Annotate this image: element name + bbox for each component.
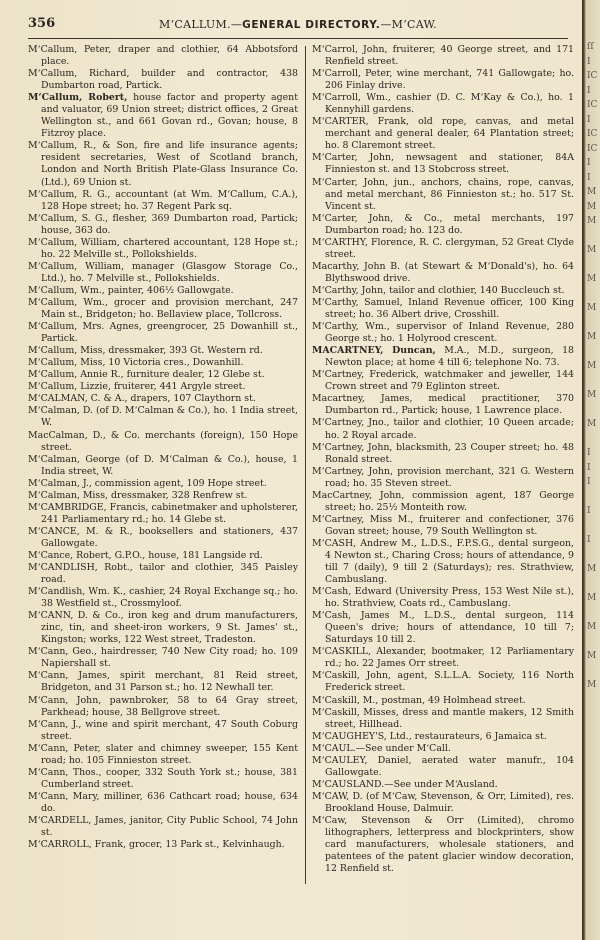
entry-text: MacCalman, D., & Co. merchants (foreign), 150 Hope street. [28,429,298,453]
directory-entry [28,490,298,502]
directory-entry [312,345,574,369]
directory-entry [28,261,298,285]
entry-text: M‘Cann, James, spirit merchant, 81 Reid street, Bridgeton, and 31 Parson st.; ho. 12 Newhall ter. [28,670,298,694]
directory-entry [312,586,574,610]
entry-text: M‘Callum, Miss, 10 Victoria cres., Dowanhill. [28,357,244,369]
directory-entry [312,490,574,514]
directory-entry [312,779,574,791]
entry-text: M‘Callum, Annie R., furniture dealer, 12 Glebe st. [28,369,265,381]
entry-text: M‘Calman, Miss, dressmaker, 328 Renfrew st. [28,489,248,501]
directory-entry [28,550,298,562]
directory-entry [28,44,298,68]
running-head-title: GENERAL DIRECTORY. [242,19,381,31]
directory-entry [28,381,298,393]
entry-text: M‘Cann, Thos., cooper, 332 South York st.; house, 381 Cumberland street. [28,766,298,790]
column-divider [305,46,306,884]
directory-entry [28,719,298,743]
entry-text: Macartney, James, medical practitioner, 370 Dumbarton rd., Partick; house, 1 Lawrence place. [312,393,574,417]
entry-text: M‘Callum, Lizzie, fruiterer, 441 Argyle street. [28,381,246,393]
entry-text: M‘Carroll, Wm., cashier (D. C. M‘Kay & Co.), ho. 1 Kennyhill gardens. [312,92,574,116]
entry-text: M‘Carter, John, & Co., metal merchants, 197 Dumbarton road; ho. 123 do. [312,212,574,236]
left-column [28,44,298,851]
directory-entry [28,321,298,345]
entry-text: Macarthy, John B. (at Stewart & M‘Donald's), ho. 64 Blythswood drive. [312,260,574,284]
entry-text: M‘Cartney, John, provision merchant, 321 G. Western road; ho. 35 Steven street. [312,465,574,489]
entry-text: M‘CARDELL, James, janitor, City Public School, 74 John st. [28,815,298,839]
directory-entry [312,116,574,152]
directory-entry [312,321,574,345]
directory-entry [312,538,574,586]
entry-text: M‘CARROLL, Frank, grocer, 13 Park st., Kelvinhaugh. [28,839,285,851]
entry-text: M‘Cance, Robert, G.P.O., house, 181 Langside rd. [28,549,263,561]
directory-entry [28,68,298,92]
directory-entry [312,68,574,92]
entry-text: M‘CAUGHEY'S, Ltd., restaurateurs, 6 Jamaica st. [312,730,547,742]
directory-entry [312,743,574,755]
directory-entry [28,345,298,357]
directory-entry [28,285,298,297]
directory-entry [312,92,574,116]
directory-entry [28,791,298,815]
entry-text: M‘Carthy, Wm., supervisor of Inland Revenue, 280 George st.; ho. 1 Holyrood crescent. [312,321,574,345]
entry-text: M‘CANN, D. & Co., iron keg and drum manufacturers, zinc, tin, and sheet-iron workers, 9 St. James' st., Kingston; works, 122 West street, Tradeston. [28,610,298,646]
entry-text: M‘Callum, William, manager (Glasgow Storage Co., Ltd.), ho. 7 Melville st., Pollokshields. [28,260,298,284]
directory-entry [312,261,574,285]
directory-entry [28,405,298,429]
right-column [312,44,574,875]
entry-text: M‘Calman, D. (of D. M‘Calman & Co.), ho. 1 India street, W. [28,405,298,429]
entry-text: M‘Cartney, John, blacksmith, 23 Couper street; ho. 48 Ronald street. [312,441,574,465]
entry-text: M‘Callum, William, chartered accountant, 128 Hope st.; ho. 22 Melville st., Pollokshields. [28,236,298,260]
entry-text: M‘CARTER, Frank, old rope, canvas, and metal merchant and general dealer, 64 Plantation street; ho. 8 Claremont street. [312,116,574,152]
entry-text: M.A., M.D., surgeon, 18 Newton place; at home 4 till 6; telephone No. 73. [325,345,574,369]
directory-entry [28,767,298,791]
directory-entry [28,478,298,490]
directory-entry [312,514,574,538]
running-head-right: —M‘CAW. [380,18,437,31]
directory-entry [28,140,298,188]
directory-entry [28,92,298,140]
entry-text: M‘Carter, John, jun., anchors, chains, rope, canvas, and metal merchant, 86 Finnieston st.; ho. 517 St. Vincent st. [312,176,574,212]
entry-text: M‘Cann, Peter, slater and chimney sweeper, 155 Kent road; ho. 105 Finnieston street. [28,742,298,766]
entry-text: M‘Cann, Mary, milliner, 636 Cathcart road; house, 634 do. [28,790,298,814]
directory-entry [312,670,574,694]
entry-text: M‘Carroll, Peter, wine merchant, 741 Gallowgate; ho. 206 Finlay drive. [312,68,574,92]
directory-entry [28,562,298,586]
running-head-left: M‘CALLUM.— [159,18,243,31]
directory-entry [312,285,574,297]
page-header [28,14,568,39]
directory-entry [312,791,574,815]
entry-bold-name: M‘Callum, Robert, [28,92,128,104]
entry-text: M‘Cartney, Miss M., fruiterer and confectioner, 376 Govan street; house, 79 South Wellington st. [312,513,574,537]
entry-text: M‘Cartney, Jno., tailor and clothier, 10 Queen arcade; ho. 2 Royal arcade. [312,417,574,441]
directory-entry [312,442,574,466]
directory-entry [28,815,298,839]
directory-entry [28,526,298,550]
entry-text: M‘Cash, James M., L.D.S., dental surgeon, 114 Queen's drive; hours of attendance, 10 till 7; Saturdays 10 till 2. [312,610,574,646]
entry-text: M‘Candlish, Wm. K., cashier, 24 Royal Exchange sq.; ho. 38 Westfield st., Crossmyloof. [28,586,298,610]
entry-text: M‘Caskill, John, agent, S.L.L.A. Society, 116 North Frederick street. [312,670,574,694]
entry-text: M‘CAUSLAND.—See under M‘Ausland. [312,778,498,790]
directory-entry [28,743,298,767]
entry-text: M‘Cartney, Frederick, watchmaker and jeweller, 144 Crown street and 79 Eglinton street. [312,369,574,393]
directory-entry [28,586,298,610]
directory-entry [28,839,298,851]
directory-entry [28,213,298,237]
entry-text: M‘Callum, Mrs. Agnes, greengrocer, 25 Dowanhill st., Partick. [28,321,298,345]
directory-entry [28,237,298,261]
directory-entry [312,417,574,441]
directory-entry [312,646,574,670]
entry-text: M‘Callum, Peter, draper and clothier, 64 Abbotsford place. [28,44,298,68]
entry-text: M‘CARTHY, Florence, R. C. clergyman, 52 Great Clyde street. [312,236,574,260]
directory-entry [28,357,298,369]
entry-text: M‘CASKILL, Alexander, bootmaker, 12 Parliamentary rd.; ho. 22 James Orr street. [312,646,574,670]
directory-entry [312,369,574,393]
directory-entry [312,731,574,743]
entry-text: M‘CASH, Andrew M., L.D.S., F.P.S.G., dental surgeon, 4 Newton st., Charing Cross; hours of attendance, 9 till 7 (daily), 9 till 2 (Saturdays); res. Strathview, Cambuslang. [312,537,574,586]
directory-entry [312,755,574,779]
entry-bold-name: MACARTNEY, Duncan, [312,345,436,357]
entry-text: M‘Cann, John, pawnbroker, 58 to 64 Gray street, Parkhead; house, 38 Bellgrove street. [28,694,298,718]
entry-text: M‘CALMAN, C. & A., drapers, 107 Claythorn st. [28,393,256,405]
directory-entry [312,297,574,321]
entry-text: M‘CANCE, M. & R., booksellers and stationers, 437 Gallowgate. [28,525,298,549]
directory-entry [28,454,298,478]
entry-text: M‘Callum, S. G., flesher, 369 Dumbarton road, Partick; house, 363 do. [28,212,298,236]
entry-text: M‘CANDLISH, Robt., tailor and clothier, 345 Paisley road. [28,562,298,586]
running-head [28,18,568,31]
entry-text: M‘Cann, J., wine and spirit merchant, 47 South Coburg street. [28,718,298,742]
entry-text: M‘Carthy, Samuel, Inland Revenue officer, 100 King street; ho. 36 Albert drive, Crosshill. [312,296,574,321]
entry-text: M‘Callum, Miss, dressmaker, 393 Gt. Western rd. [28,345,263,357]
directory-entry [28,297,298,321]
entry-text: M‘CAW, D. (of M‘Caw, Stevenson, & Orr, Limited), res. Brookland House, Dalmuir. [312,790,574,814]
entry-text: M‘CAUL.—See under M‘Call. [312,742,451,754]
entry-text: M‘Carter, John, newsagent and stationer, 84A Finnieston st. and 13 Stobcross street. [312,152,574,176]
entry-text: M‘Callum, Richard, builder and contractor, 438 Dumbarton road, Partick. [28,68,298,92]
directory-entry [312,707,574,731]
entry-text: M‘Callum, R. G., accountant (at Wm. M‘Callum, C.A.), 128 Hope street; ho. 37 Regent Park sq. [28,188,298,212]
entry-text: M‘Carthy, John, tailor and clothier, 140 Buccleuch st. [312,284,565,296]
entry-text: M‘Cann, Geo., hairdresser, 740 New City road; ho. 109 Napiershall st. [28,646,298,670]
entry-text: M‘Caskill, Misses, dress and mantle makers, 12 Smith street, Hillhead. [312,706,574,730]
entry-text: M‘Cash, Edward (University Press, 153 West Nile st.), ho. Strathview, Coats rd., Cambuslang. [312,586,574,610]
adjacent-page-edge: ſſ I IC I IC I IC IC I I M M M M M M M M M M I I I I I M M M M M [587,42,598,690]
entry-text: M‘Callum, Wm., painter, 406½ Gallowgate. [28,284,234,296]
directory-entry [312,213,574,237]
entry-text: M‘Callum, Wm., grocer and provision merchant, 247 Main st., Bridgeton; ho. Bellaview place, Tollcross. [28,296,298,321]
directory-entry [312,237,574,261]
directory-entry [312,466,574,490]
directory-entry [312,393,574,417]
entry-text: MacCartney, John, commission agent, 187 George street; ho. 25½ Monteith row. [312,489,574,513]
entry-text: house factor and property agent and valuator, 69 Union street; district offices, 2 Great Wellington st., and 661 Govan rd., Govan; house, 8 Fitzroy place. [41,92,298,140]
directory-entry [28,430,298,454]
directory-entry [312,152,574,176]
directory-entry [28,189,298,213]
directory-entry [312,695,574,707]
entry-text: M‘Callum, R., & Son, fire and life insurance agents; resident secretaries, West of Scotland branch, London and North British Plate-Glass Insurance Co. (Ltd.), 69 Union st. [28,140,298,188]
entry-text: M‘Caw, Stevenson & Orr (Limited), chromo lithographers, letterpress and blockprinters, show card manufacturers, wholesale stationers, and patentees of the patent glacier window decoration, 12 Renfield st. [312,815,574,875]
entry-text: M‘Carrol, John, fruiterer, 40 George street, and 171 Renfield street. [312,44,574,68]
entry-text: M‘Calman, J., commission agent, 109 Hope street. [28,477,267,489]
directory-entry [28,393,298,405]
directory-entry [312,44,574,68]
directory-entry [312,815,574,875]
entry-text: M‘Calman, George (of D. M‘Calman & Co.), house, 1 India street, W. [28,453,298,477]
directory-entry [28,670,298,694]
page-number: 356 [28,16,56,31]
entry-text: M‘CAMBRIDGE, Francis, cabinetmaker and upholsterer, 241 Parliamentary rd.; ho. 14 Glebe st. [28,501,298,525]
directory-entry [28,646,298,670]
directory-entry [312,177,574,213]
directory-entry [28,369,298,381]
directory-entry [28,695,298,719]
directory-entry [312,610,574,646]
directory-entry [28,610,298,646]
directory-entry [28,502,298,526]
entry-text: M‘CAULEY, Daniel, aerated water manufr., 104 Gallowgate. [312,754,574,778]
entry-text: M‘Caskill, M., postman, 49 Holmhead street. [312,694,526,706]
